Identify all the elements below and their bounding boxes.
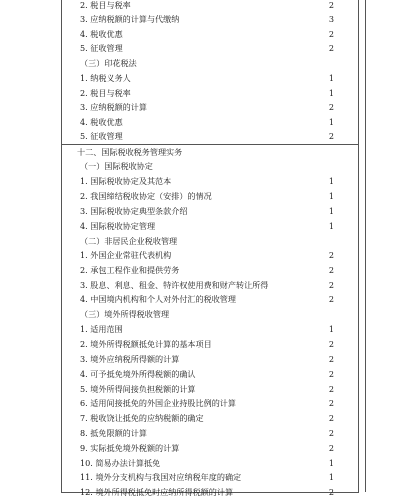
row-title: 5. 征收管理 bbox=[80, 131, 123, 141]
table-row bbox=[62, 204, 358, 219]
table-row bbox=[62, 86, 358, 101]
row-hours: 1 bbox=[328, 176, 335, 186]
table-row bbox=[62, 219, 358, 234]
row-title: （三）印花税法 bbox=[80, 58, 137, 68]
table-row bbox=[62, 485, 358, 500]
table-row bbox=[62, 100, 358, 115]
subsection-heading-row bbox=[62, 234, 358, 249]
row-title: 4. 税收优惠 bbox=[80, 29, 123, 39]
row-hours: 1 bbox=[328, 206, 335, 216]
syllabus-table bbox=[61, 0, 359, 497]
row-hours: 2 bbox=[328, 354, 335, 364]
row-hours: 2 bbox=[328, 29, 335, 39]
row-title: 2. 税目与税率 bbox=[80, 88, 131, 98]
row-title: 3. 股息、利息、租金、特许权使用费和财产转让所得 bbox=[80, 280, 269, 290]
subsection-heading-row bbox=[62, 159, 358, 174]
row-title: 10. 简易办法计算抵免 bbox=[80, 458, 161, 468]
row-title: 3. 应纳税额的计算与代缴纳 bbox=[80, 14, 180, 24]
row-title: 6. 适用间接抵免的外国企业持股比例的计算 bbox=[80, 398, 236, 408]
row-title: 3. 应纳税额的计算 bbox=[80, 102, 147, 112]
row-title: 2. 税目与税率 bbox=[80, 0, 131, 10]
table-row bbox=[62, 470, 358, 485]
row-title: 12. 境外所得税抵免时应纳所得税额的计算 bbox=[80, 487, 234, 497]
row-hours: 2 bbox=[328, 294, 335, 304]
table-row bbox=[62, 441, 358, 456]
row-title: 1. 纳税义务人 bbox=[80, 73, 131, 83]
table-row bbox=[62, 352, 358, 367]
table-row bbox=[62, 27, 358, 42]
table-row bbox=[62, 426, 358, 441]
row-title: 4. 中国境内机构和个人对外付汇的税收管理 bbox=[80, 294, 236, 304]
row-title: 4. 税收优惠 bbox=[80, 117, 123, 127]
column-divider bbox=[365, 0, 366, 492]
table-row bbox=[62, 71, 358, 86]
table-row bbox=[62, 456, 358, 471]
section-heading-row bbox=[62, 144, 358, 160]
table-row bbox=[62, 396, 358, 411]
table-row bbox=[62, 41, 358, 56]
row-hours: 2 bbox=[328, 487, 335, 497]
row-hours: 1 bbox=[328, 458, 335, 468]
table-row bbox=[62, 115, 358, 130]
table-row bbox=[62, 12, 358, 27]
row-hours: 2 bbox=[328, 102, 335, 112]
row-title: 1. 外国企业常驻代表机构 bbox=[80, 250, 172, 260]
row-title: 5. 征收管理 bbox=[80, 43, 123, 53]
subsection-heading-row bbox=[62, 56, 358, 71]
table-row bbox=[62, 189, 358, 204]
row-title: 4. 国际税收协定管理 bbox=[80, 221, 156, 231]
row-hours: 1 bbox=[328, 324, 335, 334]
row-hours: 1 bbox=[328, 88, 335, 98]
row-hours: 2 bbox=[328, 428, 335, 438]
row-title: 2. 承包工程作业和提供劳务 bbox=[80, 265, 180, 275]
table-row bbox=[62, 337, 358, 352]
subsection-heading-row bbox=[62, 307, 358, 322]
row-hours: 2 bbox=[328, 131, 335, 141]
row-hours: 1 bbox=[328, 221, 335, 231]
row-hours: 2 bbox=[328, 265, 335, 275]
row-hours: 2 bbox=[328, 398, 335, 408]
row-title: 3. 境外应纳税所得额的计算 bbox=[80, 354, 180, 364]
row-title: 2. 我国缔结税收协定（安排）的情况 bbox=[80, 191, 212, 201]
row-hours: 2 bbox=[328, 43, 335, 53]
table-row bbox=[62, 292, 358, 307]
row-hours: 2 bbox=[328, 413, 335, 423]
row-hours: 2 bbox=[328, 443, 335, 453]
row-title: 11. 境外分支机构与我国对应纳税年度的确定 bbox=[80, 472, 242, 482]
row-title: （二）非居民企业税收管理 bbox=[80, 236, 178, 246]
table-row bbox=[62, 263, 358, 278]
row-hours: 1 bbox=[328, 191, 335, 201]
row-title: （一）国际税收协定 bbox=[80, 161, 153, 171]
row-hours: 3 bbox=[328, 14, 335, 24]
table-row bbox=[62, 174, 358, 189]
row-hours: 1 bbox=[328, 73, 335, 83]
row-hours: 2 bbox=[328, 280, 335, 290]
table-row bbox=[62, 411, 358, 426]
row-hours: 2 bbox=[328, 250, 335, 260]
row-hours: 2 bbox=[328, 369, 335, 379]
table-row bbox=[62, 278, 358, 293]
row-title: 十二、国际税收税务管理实务 bbox=[77, 147, 183, 157]
row-hours: 2 bbox=[328, 384, 335, 394]
row-hours: 1 bbox=[328, 472, 335, 482]
row-hours: 1 bbox=[328, 117, 335, 127]
row-hours: 2 bbox=[328, 339, 335, 349]
row-title: 1. 适用范围 bbox=[80, 324, 123, 334]
table-row bbox=[62, 367, 358, 382]
row-title: 8. 抵免限额的计算 bbox=[80, 428, 147, 438]
table-row bbox=[62, 129, 358, 144]
row-title: 1. 国际税收协定及其范本 bbox=[80, 176, 172, 186]
table-row bbox=[62, 248, 358, 263]
table-row bbox=[62, 382, 358, 397]
row-title: （三）境外所得税收管理 bbox=[80, 309, 170, 319]
row-title: 7. 税收饶让抵免的应纳税额的确定 bbox=[80, 413, 204, 423]
row-title: 2. 境外所得税额抵免计算的基本项目 bbox=[80, 339, 212, 349]
row-title: 9. 实际抵免境外税额的计算 bbox=[80, 443, 180, 453]
row-title: 4. 可予抵免境外所得税额的确认 bbox=[80, 369, 196, 379]
row-title: 5. 境外所得间接负担税额的计算 bbox=[80, 384, 196, 394]
table-row bbox=[62, 322, 358, 337]
row-hours: 2 bbox=[328, 0, 335, 10]
row-title: 3. 国际税收协定典型条款介绍 bbox=[80, 206, 188, 216]
